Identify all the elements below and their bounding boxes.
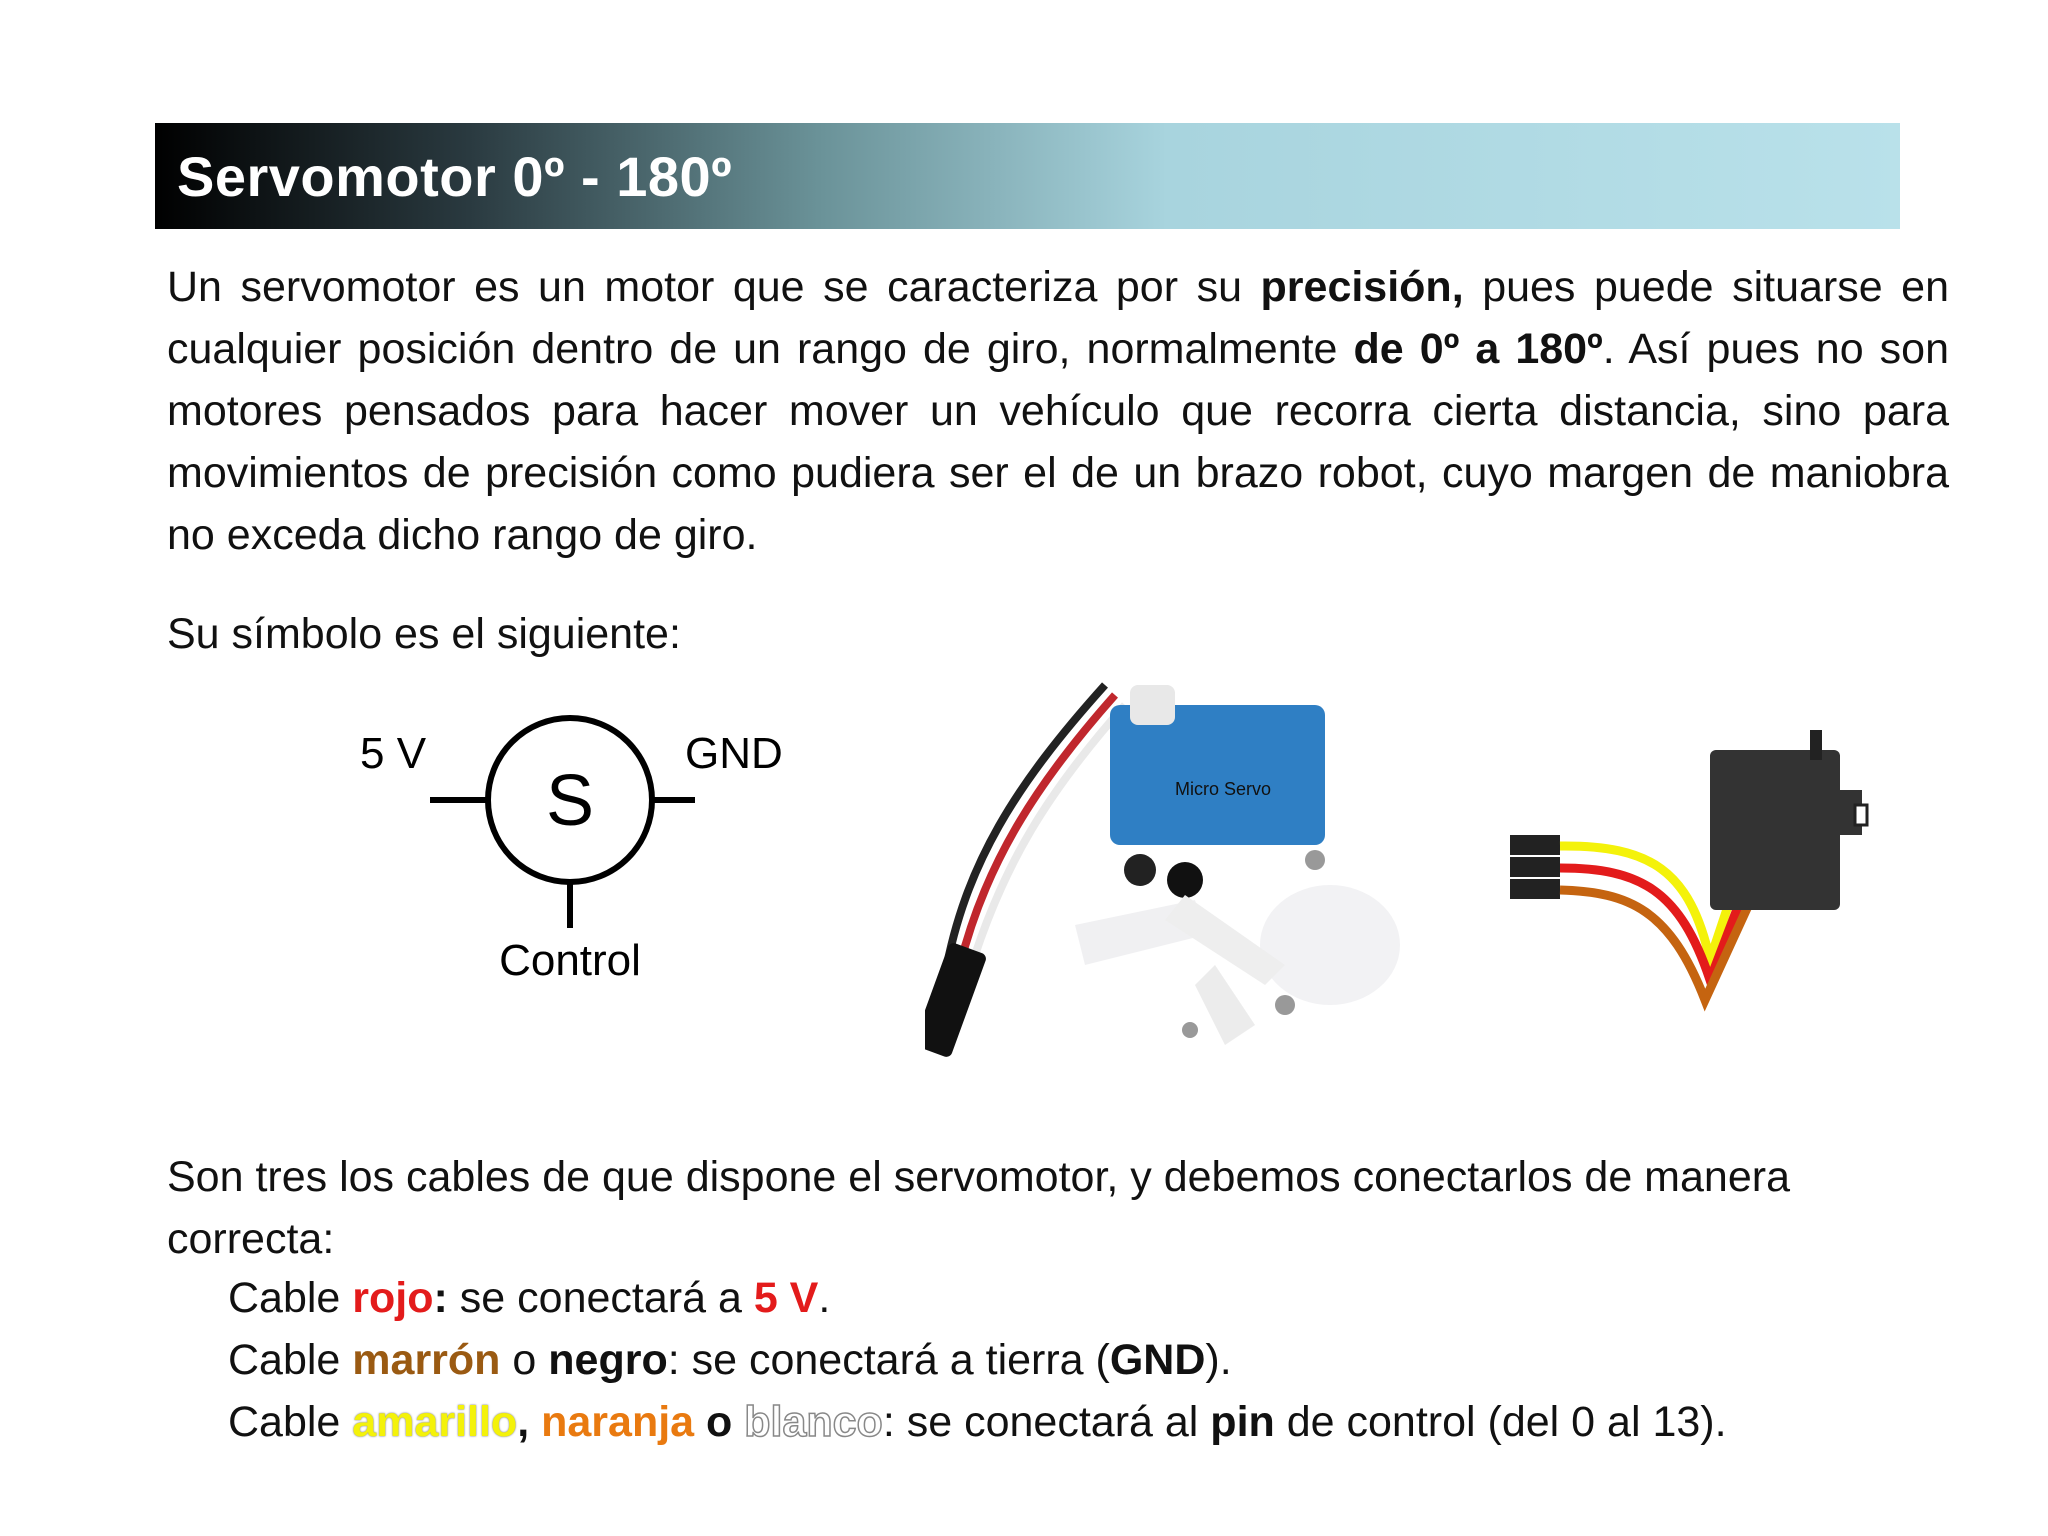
cable-gnd-or: o	[500, 1336, 549, 1384]
servo-symbol-diagram	[350, 700, 810, 1000]
cable-red-color: rojo	[352, 1274, 434, 1322]
servo-wiring-illustration	[1510, 720, 1880, 1020]
cable-gnd-value: GND	[1109, 1336, 1206, 1384]
cable-gnd-pre: Cable	[228, 1336, 353, 1384]
cable-red-post: .	[818, 1274, 831, 1322]
cable-gnd-black: negro	[548, 1336, 668, 1384]
intro-bold-precision: precisión,	[1260, 263, 1464, 311]
title-bar	[155, 123, 1900, 229]
cable-gnd-text: : se conectará a tierra (	[667, 1336, 1110, 1384]
symbol-center-letter: S	[545, 761, 595, 841]
cable-signal-line	[228, 1398, 1727, 1447]
symbol-label-5v: 5 V	[360, 729, 427, 778]
cable-sig-yellow: amarillo	[352, 1398, 518, 1446]
intro-text-2: pues puede situarse en cualquier posición dentro de un rango de giro, normalmente	[167, 263, 1949, 373]
cable-sig-text: : se conectará al	[882, 1398, 1211, 1446]
cable-sig-value: pin	[1210, 1398, 1275, 1446]
symbol-label: Su símbolo es el siguiente:	[167, 610, 681, 658]
cable-sig-white: blanco	[744, 1398, 883, 1446]
cable-gnd-post: ).	[1205, 1336, 1232, 1384]
cable-sig-or: o	[694, 1398, 745, 1446]
servo-box	[1710, 750, 1840, 910]
servo-body	[1110, 705, 1325, 845]
intro-text-3: . Así pues no son motores pensados para hacer mover un vehículo que recorra cierta distancia, sino para movimientos de precisión como pudiera ser el de un brazo robot, cuyo margen de maniobra no exceda dicho rango de giro.	[167, 325, 1949, 559]
servo-photo	[925, 665, 1445, 1075]
cable-sig-pre: Cable	[228, 1398, 353, 1446]
symbol-label-gnd: GND	[685, 729, 783, 778]
cables-intro: Son tres los cables de que dispone el servomotor, y debemos conectarlos de manera correcta:	[167, 1153, 1790, 1263]
cable-sig-comma: ,	[517, 1398, 530, 1446]
symbol-label-control: Control	[499, 936, 641, 985]
cable-gnd-brown: marrón	[352, 1336, 501, 1384]
cable-red-text: se conectará a	[447, 1274, 754, 1322]
intro-paragraph	[167, 256, 1949, 566]
cable-gnd-line	[228, 1336, 1232, 1385]
cable-sig-orange: naranja	[541, 1398, 695, 1446]
cable-red-colon: :	[433, 1274, 448, 1322]
intro-bold-range: de 0º a 180º	[1353, 325, 1603, 373]
cable-sig-post: de control (del 0 al 13).	[1274, 1398, 1727, 1446]
intro-text-1: Un servomotor es un motor que se caracteriza por su	[167, 263, 1261, 311]
cable-red-pre: Cable	[228, 1274, 353, 1322]
page-title: Servomotor 0º - 180º	[177, 144, 733, 208]
servo-photo-label: Micro Servo	[1175, 779, 1272, 799]
cable-red-line	[228, 1274, 830, 1323]
cable-red-value: 5 V	[753, 1274, 819, 1322]
